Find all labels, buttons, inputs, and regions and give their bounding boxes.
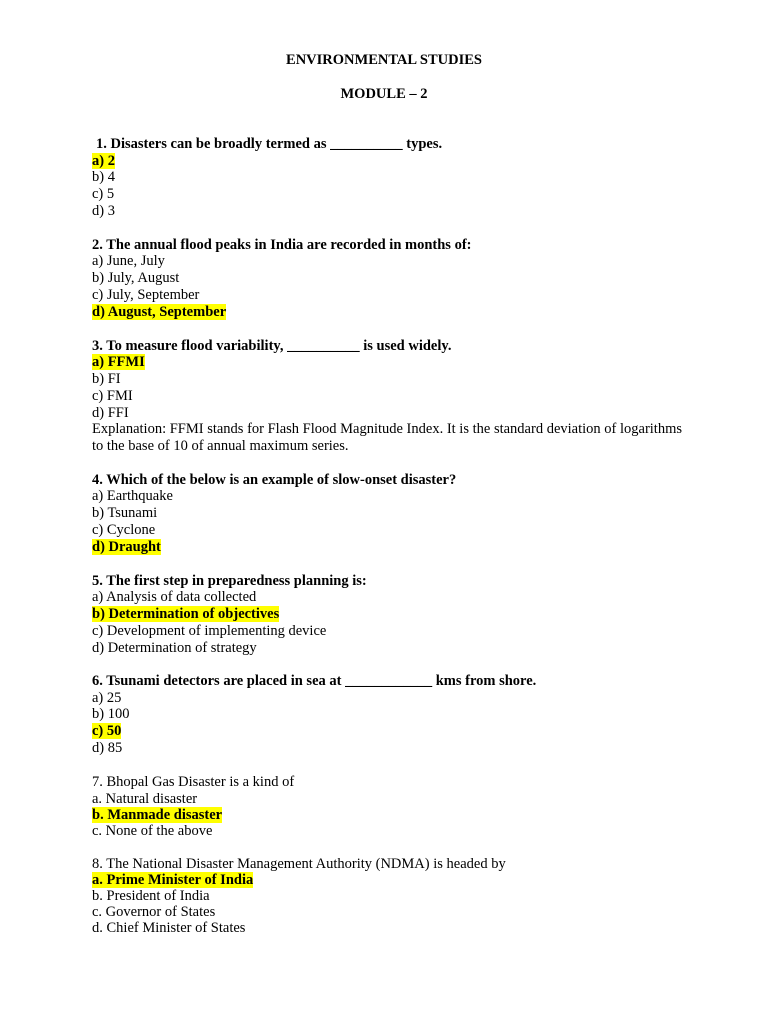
option-item: c) Development of implementing device	[92, 623, 327, 639]
option-item: a) Analysis of data collected	[92, 589, 257, 605]
option-item: b) 4	[92, 169, 115, 185]
option-item: c. Governor of States	[92, 904, 216, 920]
question-text: 7. Bhopal Gas Disaster is a kind of	[92, 774, 295, 790]
option-item	[92, 606, 279, 622]
option-item: d) FFI	[92, 405, 129, 421]
option-item: b. President of India	[92, 888, 210, 904]
option-item: d. Chief Minister of States	[92, 920, 246, 936]
option-item: a) 25	[92, 690, 122, 706]
option-item: b) FI	[92, 371, 121, 387]
document-subtitle: MODULE – 2	[340, 86, 428, 102]
option-item: d) 85	[92, 740, 123, 756]
option-item	[92, 539, 161, 555]
document-title: ENVIRONMENTAL STUDIES	[286, 52, 482, 68]
option-item: d) Determination of strategy	[92, 640, 257, 656]
option-item: c) July, September	[92, 287, 200, 303]
correct-answer: b. Manmade disaster	[92, 807, 223, 823]
option-item	[92, 723, 121, 739]
option-item	[92, 872, 253, 888]
option-item	[92, 304, 226, 320]
option-item: c) Cyclone	[92, 522, 156, 538]
correct-answer: b) Determination of objectives	[92, 606, 280, 622]
correct-answer: d) Draught	[92, 539, 161, 555]
option-item: a) Earthquake	[92, 488, 173, 504]
option-item	[92, 354, 145, 370]
question-text: 8. The National Disaster Management Authority (NDMA) is headed by	[92, 856, 506, 872]
question-text: 4. Which of the below is an example of slow-onset disaster?	[92, 472, 457, 488]
question-text: 1. Disasters can be broadly termed as __________ types.	[96, 136, 443, 152]
option-item: b) 100	[92, 706, 130, 722]
question-text: 2. The annual flood peaks in India are recorded in months of:	[92, 237, 472, 253]
option-item	[92, 807, 222, 823]
correct-answer: a. Prime Minister of India	[92, 872, 254, 888]
explanation-text: Explanation: FFMI stands for Flash Flood Magnitude Index. It is the standard deviation of logarithms to the base of 10 of annual maximum series.	[92, 421, 682, 454]
option-item: b) July, August	[92, 270, 180, 286]
correct-answer: c) 50	[92, 723, 122, 739]
question-text: 6. Tsunami detectors are placed in sea at ____________ kms from shore.	[92, 673, 537, 689]
option-item: b) Tsunami	[92, 505, 158, 521]
option-item: c) 5	[92, 186, 115, 202]
option-item: d) 3	[92, 203, 115, 219]
option-item: a) June, July	[92, 253, 165, 269]
correct-answer: a) 2	[92, 153, 115, 169]
correct-answer: d) August, September	[92, 304, 227, 320]
question-text: 3. To measure flood variability, __________ is used widely.	[92, 338, 452, 354]
option-item: c) FMI	[92, 388, 133, 404]
question-text: 5. The first step in preparedness planning is:	[92, 573, 367, 589]
option-item: c. None of the above	[92, 823, 213, 839]
correct-answer: a) FFMI	[92, 354, 145, 370]
option-item	[92, 153, 115, 169]
option-item: a. Natural disaster	[92, 791, 198, 807]
